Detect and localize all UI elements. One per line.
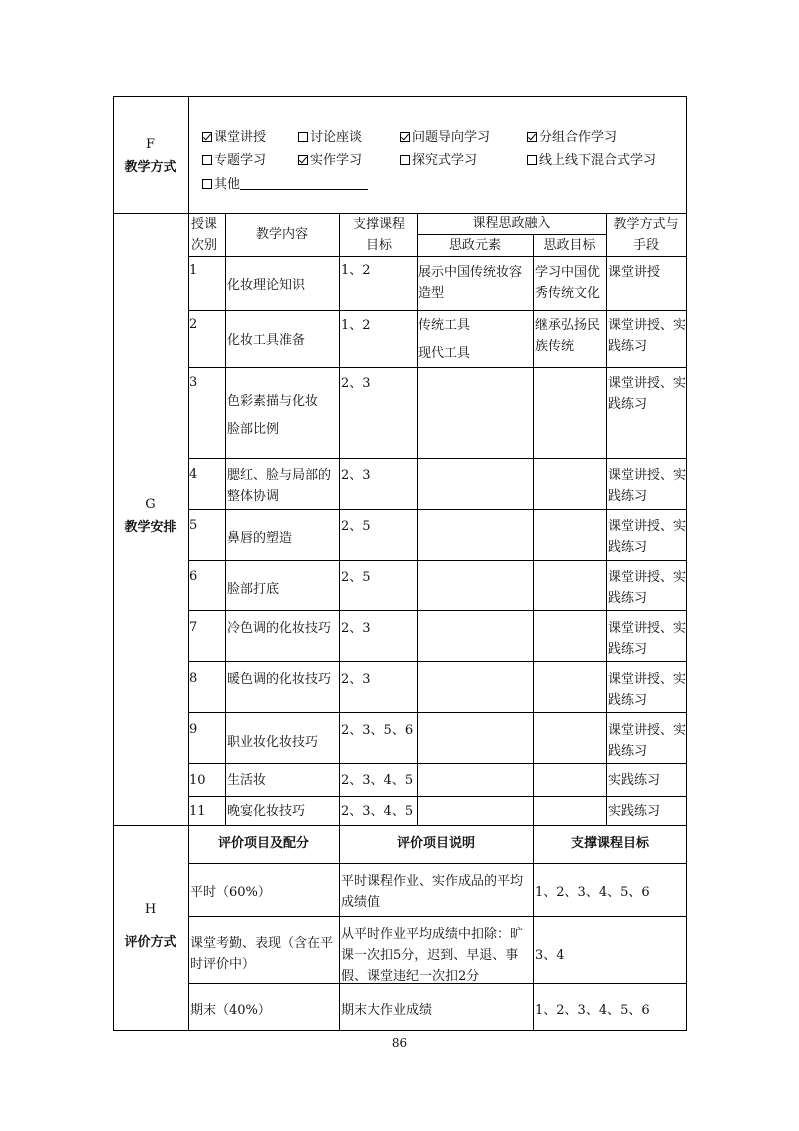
row6-method: 课堂讲授、实践练习 — [608, 570, 687, 606]
option-problem-based[interactable]: 问题导向学习 — [400, 128, 490, 148]
row7-method: 课堂讲授、实践练习 — [608, 621, 687, 657]
row2-content: 化妆工具准备 — [227, 333, 306, 348]
row1-no: 1 — [189, 263, 198, 278]
row-line — [188, 916, 687, 917]
row10-no: 10 — [189, 773, 206, 788]
other-blank-line[interactable] — [240, 175, 368, 190]
h-row1-goal: 1、2、3、4、5、6 — [535, 885, 650, 900]
row10-method: 实践练习 — [608, 773, 661, 788]
row2-elements-2: 现代工具 — [418, 346, 471, 361]
section-f-title: 教学方式 — [124, 160, 177, 175]
row-line — [188, 796, 687, 797]
option-topic-study[interactable]: 专题学习 — [202, 151, 266, 171]
option-group-work[interactable]: 分组合作学习 — [527, 128, 617, 148]
row4-content: 腮红、脸与局部的整体协调 — [227, 468, 332, 504]
header-content: 教学内容 — [255, 227, 308, 242]
row5-no: 5 — [189, 518, 198, 533]
row5-goal: 2、5 — [341, 519, 371, 534]
row1-goal: 1、2 — [341, 263, 371, 278]
h-row1-item: 平时（60%） — [190, 885, 271, 900]
row1-content: 化妆理论知识 — [227, 278, 306, 293]
h-row3-desc: 期末大作业成绩 — [341, 1003, 433, 1018]
section-g-letter: G — [145, 497, 156, 512]
h-header-desc: 评价项目说明 — [396, 836, 475, 851]
row-line — [188, 509, 687, 510]
row8-content: 暖色调的化妆技巧 — [227, 672, 332, 687]
row3-goal: 2、3 — [341, 376, 371, 391]
checkbox-unchecked-icon[interactable] — [202, 179, 212, 189]
option-practice[interactable]: 实作学习 — [298, 151, 362, 171]
row8-no: 8 — [189, 671, 198, 686]
row6-goal: 2、5 — [341, 570, 371, 585]
row-line — [188, 763, 687, 764]
row8-method: 课堂讲授、实践练习 — [608, 672, 687, 708]
col-line — [339, 213, 340, 1031]
row9-content: 职业妆化妆技巧 — [227, 735, 319, 750]
row11-no: 11 — [189, 804, 206, 819]
row-line — [188, 610, 687, 611]
row4-goal: 2、3 — [341, 468, 371, 483]
checkbox-unchecked-icon[interactable] — [202, 155, 212, 165]
row5-content: 鼻唇的塑造 — [227, 531, 293, 546]
g-header-bottom — [188, 256, 687, 257]
row7-content: 冷色调的化妆技巧 — [227, 621, 332, 636]
checkbox-unchecked-icon[interactable] — [400, 155, 410, 165]
checkbox-checked-icon[interactable] — [298, 155, 308, 165]
checkbox-unchecked-icon[interactable] — [527, 155, 537, 165]
row3-method: 课堂讲授、实践练习 — [608, 376, 687, 412]
row3-content-2: 脸部比例 — [227, 422, 280, 437]
row9-no: 9 — [189, 722, 198, 737]
row6-content: 脸部打底 — [227, 582, 280, 597]
row-line — [188, 458, 687, 459]
h-header-goal: 支撑课程目标 — [570, 836, 649, 851]
row-line — [188, 310, 687, 311]
label-column-line — [188, 96, 189, 1031]
h-row3-goal: 1、2、3、4、5、6 — [535, 1003, 650, 1018]
option-discussion[interactable]: 讨论座谈 — [298, 128, 362, 148]
section-h-title: 评价方式 — [124, 935, 177, 950]
header-ideology: 课程思政融入 — [472, 216, 551, 231]
h-header-item: 评价项目及配分 — [217, 836, 309, 851]
col-line — [225, 213, 226, 825]
col-line — [533, 234, 534, 825]
checkbox-checked-icon[interactable] — [202, 132, 212, 142]
row3-no: 3 — [189, 375, 198, 390]
row-line — [188, 367, 687, 368]
row9-goal: 2、3、5、6 — [341, 723, 414, 738]
row1-targets: 学习中国优秀传统文化 — [535, 265, 601, 301]
option-inquiry[interactable]: 探究式学习 — [400, 151, 477, 171]
h-row2-goal: 3、4 — [535, 948, 565, 963]
h-row1-desc: 平时课程作业、实作成品的平均成绩值 — [341, 874, 524, 910]
h-header-bottom — [188, 863, 687, 864]
row-line — [188, 560, 687, 561]
row2-no: 2 — [189, 317, 198, 332]
row10-content: 生活妆 — [227, 773, 267, 788]
row3-content: 色彩素描与化妆 — [227, 394, 319, 409]
h-row2-item: 课堂考勤、表现（含在平时评价中） — [190, 936, 334, 972]
divider-g-h — [113, 825, 687, 826]
row7-goal: 2、3 — [341, 621, 371, 636]
row11-goal: 2、3、4、5 — [341, 804, 414, 819]
option-blended[interactable]: 线上线下混合式学习 — [527, 151, 656, 171]
option-other[interactable]: 其他 — [202, 175, 368, 195]
col-line — [606, 213, 607, 825]
section-g-title: 教学安排 — [124, 520, 177, 535]
row8-goal: 2、3 — [341, 672, 371, 687]
row2-goal: 1、2 — [341, 318, 371, 333]
row2-elements: 传统工具 — [418, 318, 471, 333]
row9-method: 课堂讲授、实践练习 — [608, 723, 687, 759]
col-line — [417, 213, 418, 825]
row5-method: 课堂讲授、实践练习 — [608, 519, 687, 555]
header-elements: 思政元素 — [448, 238, 501, 253]
page-number: 86 — [391, 1036, 408, 1050]
row-line — [188, 661, 687, 662]
row4-method: 课堂讲授、实践练习 — [608, 468, 687, 504]
row11-content: 晚宴化妆技巧 — [227, 804, 306, 819]
header-method: 教学方式与手段 — [613, 217, 679, 253]
row1-elements: 展示中国传统妆容造型 — [418, 265, 523, 301]
row-line — [188, 712, 687, 713]
h-row3-item: 期末（40%） — [190, 1003, 271, 1018]
header-goal: 支撑课程目标 — [352, 217, 405, 253]
col-line — [533, 825, 534, 1031]
checkbox-unchecked-icon[interactable] — [298, 132, 308, 142]
section-f-letter: F — [145, 137, 156, 152]
checkbox-checked-icon[interactable] — [527, 132, 537, 142]
row2-method: 课堂讲授、实践练习 — [608, 318, 687, 354]
row1-method: 课堂讲授 — [608, 265, 661, 280]
row7-no: 7 — [189, 620, 198, 635]
section-h-letter: H — [144, 902, 157, 917]
checkbox-checked-icon[interactable] — [400, 132, 410, 142]
header-session: 授课次别 — [191, 217, 218, 253]
row2-targets: 继承弘扬民族传统 — [535, 318, 601, 354]
row11-method: 实践练习 — [608, 804, 661, 819]
option-lecture[interactable]: 课堂讲授 — [202, 128, 266, 148]
row6-no: 6 — [189, 569, 198, 584]
h-row2-desc: 从平时作业平均成绩中扣除：旷课一次扣5分，迟到、早退、事假、课堂违纪一次扣2分 — [341, 927, 524, 984]
row10-goal: 2、3、4、5 — [341, 773, 414, 788]
row4-no: 4 — [189, 467, 198, 482]
header-targets: 思政目标 — [543, 238, 596, 253]
